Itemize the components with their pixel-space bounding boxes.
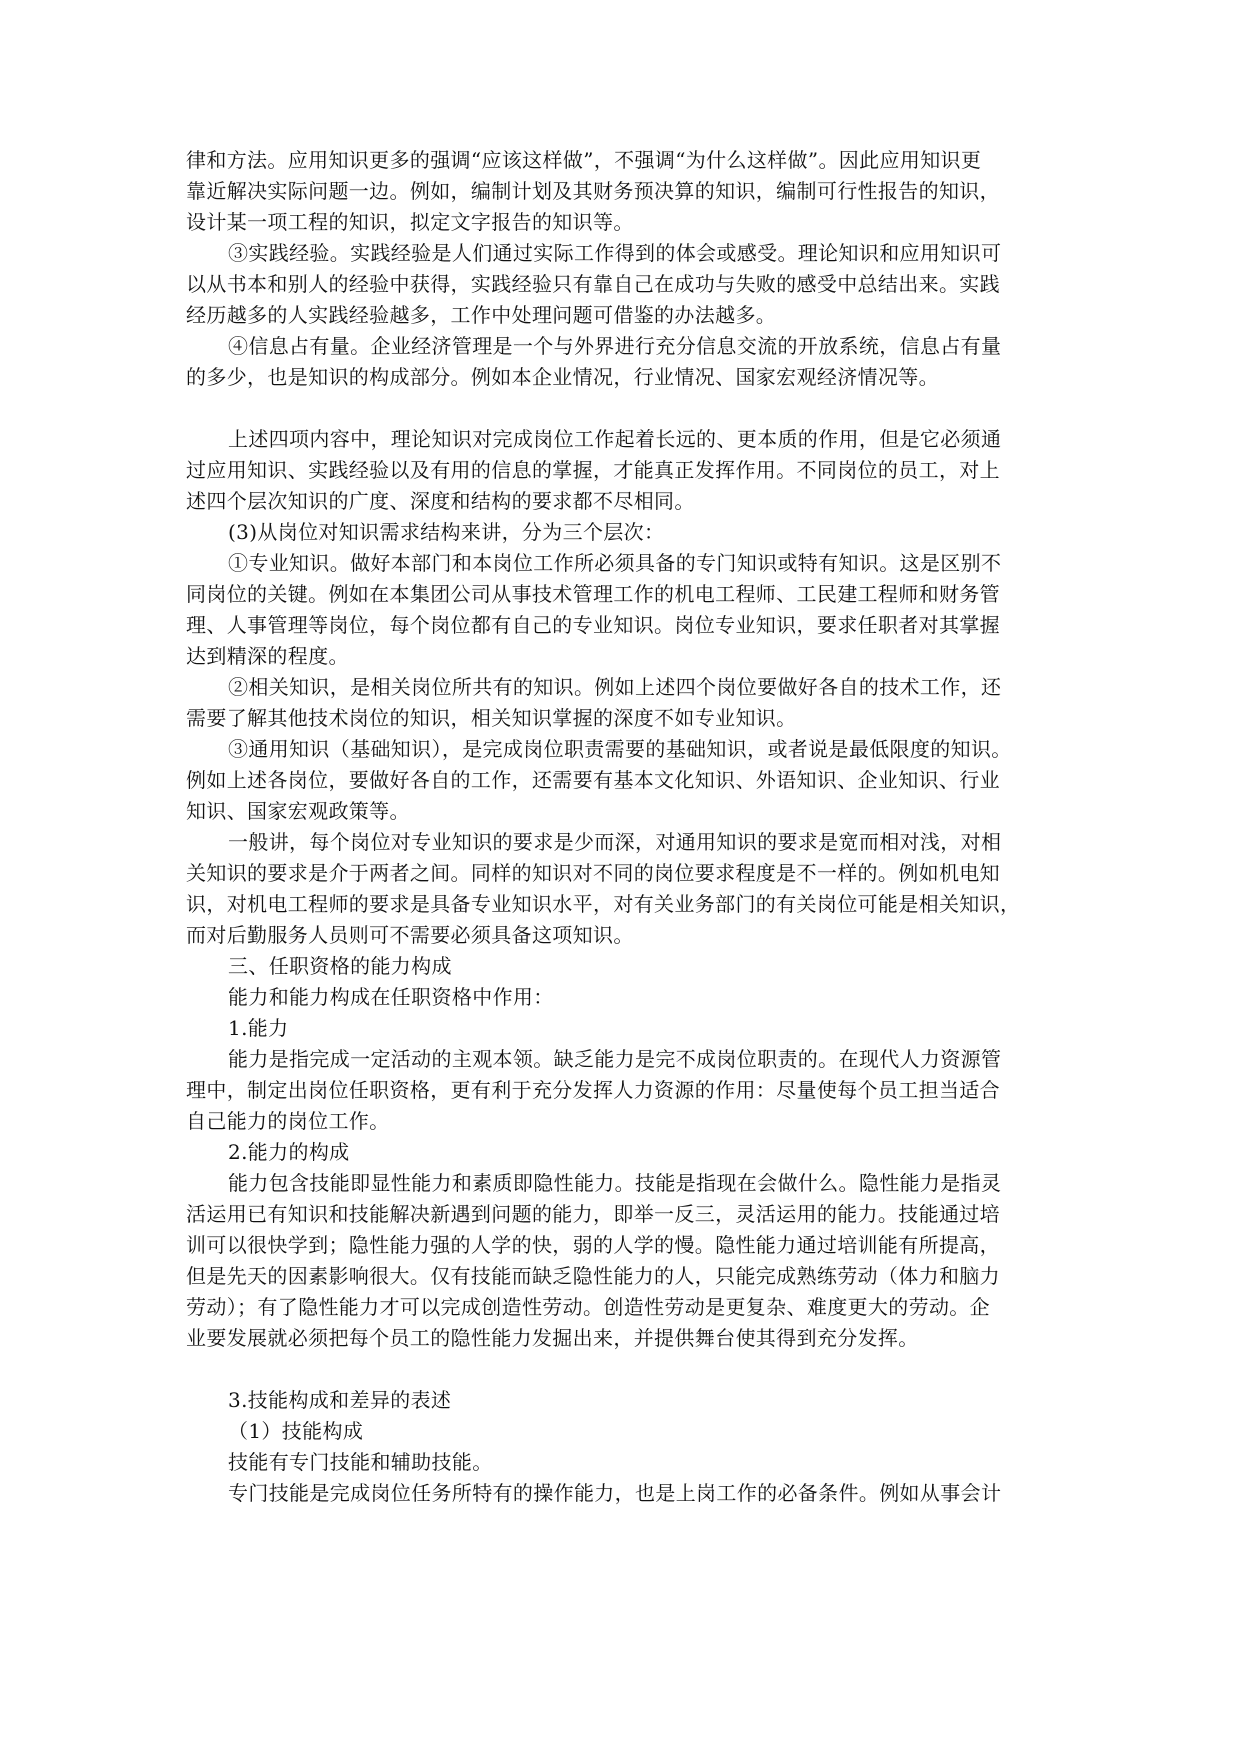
- text-line: 理中，制定出岗位任职资格，更有利于充分发挥人力资源的作用：尽量使每个员工担当适合: [186, 1078, 1000, 1102]
- text-line: 一般讲，每个岗位对专业知识的要求是少而深，对通用知识的要求是宽而相对浅，对相: [228, 830, 1002, 854]
- text-line: ③通用知识（基础知识），是完成岗位职责需要的基础知识，或者说是最低限度的知识。: [228, 737, 1012, 761]
- text-line: 自己能力的岗位工作。: [186, 1109, 390, 1133]
- text-line: 能力是指完成一定活动的主观本领。缺乏能力是完不成岗位职责的。在现代人力资源管: [228, 1047, 1002, 1071]
- text-line: 业要发展就必须把每个员工的隐性能力发掘出来，并提供舞台使其得到充分发挥。: [186, 1326, 919, 1350]
- subsection-heading: 1.能力: [228, 1016, 289, 1040]
- section-heading: 三、任职资格的能力构成: [228, 954, 452, 978]
- text-line: 过应用知识、实践经验以及有用的信息的掌握，才能真正发挥作用。不同岗位的员工，对上: [186, 458, 1000, 482]
- text-line: 训可以很快学到；隐性能力强的人学的快，弱的人学的慢。隐性能力通过培训能有所提高，: [186, 1233, 1000, 1257]
- subsection-heading: （1）技能构成: [228, 1419, 364, 1443]
- text-line: 例如上述各岗位，要做好各自的工作，还需要有基本文化知识、外语知识、企业知识、行业: [186, 768, 1000, 792]
- text-line: ④信息占有量。企业经济管理是一个与外界进行充分信息交流的开放系统，信息占有量: [228, 334, 1002, 358]
- text-line: ①专业知识。做好本部门和本岗位工作所必须具备的专门知识或特有知识。这是区别不: [228, 551, 1002, 575]
- text-line: 劳动）；有了隐性能力才可以完成创造性劳动。创造性劳动是更复杂、难度更大的劳动。企: [186, 1295, 990, 1319]
- text-line: 识，对机电工程师的要求是具备专业知识水平，对有关业务部门的有关岗位可能是相关知识，: [186, 892, 1021, 916]
- text-line: 以从书本和别人的经验中获得，实践经验只有靠自己在成功与失败的感受中总结出来。实践: [186, 272, 1000, 296]
- document-body: [186, 145, 1056, 1509]
- text-line: 达到精深的程度。: [186, 644, 349, 668]
- subsection-heading: 2.能力的构成: [228, 1140, 350, 1164]
- subsection-heading: 3.技能构成和差异的表述: [228, 1388, 452, 1412]
- text-line: 律和方法。应用知识更多的强调“应该这样做”，不强调“为什么这样做”。因此应用知识更: [186, 148, 982, 172]
- text-line: 知识、国家宏观政策等。: [186, 799, 410, 823]
- text-line: 经历越多的人实践经验越多，工作中处理问题可借鉴的办法越多。: [186, 303, 777, 327]
- text-line: 的多少，也是知识的构成部分。例如本企业情况，行业情况、国家宏观经济情况等。: [186, 365, 939, 389]
- text-line: 同岗位的关键。例如在本集团公司从事技术管理工作的机电工程师、工民建工程师和财务管: [186, 582, 1000, 606]
- paragraph-gap: [186, 1354, 1056, 1385]
- text-line: 上述四项内容中，理论知识对完成岗位工作起着长远的、更本质的作用，但是它必须通: [228, 427, 1002, 451]
- paragraph-gap: [186, 393, 1056, 424]
- text-line: 活运用已有知识和技能解决新遇到问题的能力，即举一反三，灵活运用的能力。技能通过培: [186, 1202, 1000, 1226]
- text-line: 能力和能力构成在任职资格中作用：: [228, 985, 554, 1009]
- text-line: 能力包含技能即显性能力和素质即隐性能力。技能是指现在会做什么。隐性能力是指灵: [228, 1171, 1002, 1195]
- text-line: 而对后勤服务人员则可不需要必须具备这项知识。: [186, 923, 634, 947]
- text-line: 述四个层次知识的广度、深度和结构的要求都不尽相同。: [186, 489, 695, 513]
- text-line: 靠近解决实际问题一边。例如，编制计划及其财务预决算的知识，编制可行性报告的知识，: [186, 179, 1000, 203]
- text-line: ③实践经验。实践经验是人们通过实际工作得到的体会或感受。理论知识和应用知识可: [228, 241, 1002, 265]
- text-line: 理、人事管理等岗位，每个岗位都有自己的专业知识。岗位专业知识，要求任职者对其掌握: [186, 613, 1000, 637]
- text-line: 技能有专门技能和辅助技能。: [228, 1450, 493, 1474]
- text-line: 设计某一项工程的知识，拟定文字报告的知识等。: [186, 210, 634, 234]
- text-line: 关知识的要求是介于两者之间。同样的知识对不同的岗位要求程度是不一样的。例如机电知: [186, 861, 1000, 885]
- text-line: 但是先天的因素影响很大。仅有技能而缺乏隐性能力的人，只能完成熟练劳动（体力和脑力: [186, 1264, 1000, 1288]
- text-line: 专门技能是完成岗位任务所特有的操作能力，也是上岗工作的必备条件。例如从事会计: [228, 1481, 1002, 1505]
- text-line: ②相关知识，是相关岗位所共有的知识。例如上述四个岗位要做好各自的技术工作，还: [228, 675, 1002, 699]
- text-line: (3)从岗位对知识需求结构来讲，分为三个层次：: [228, 520, 665, 544]
- text-line: 需要了解其他技术岗位的知识，相关知识掌握的深度不如专业知识。: [186, 706, 797, 730]
